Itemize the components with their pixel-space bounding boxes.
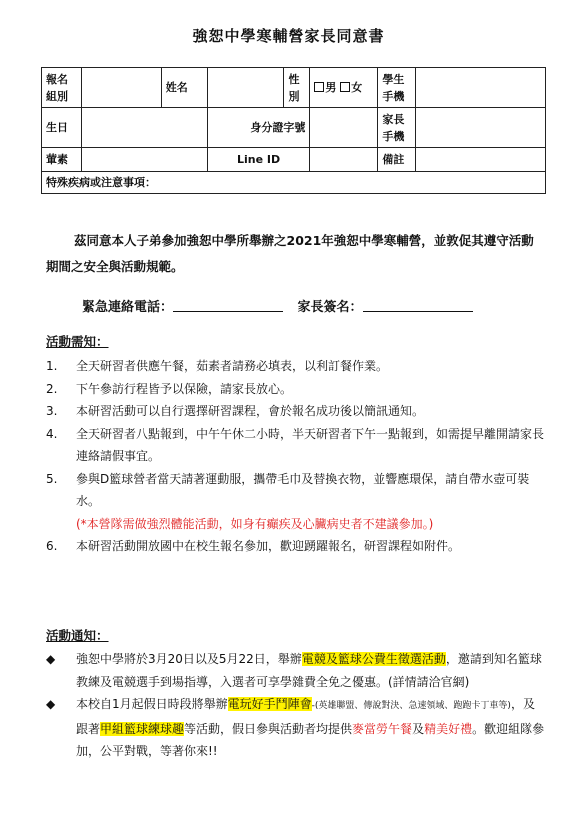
diet-label: 葷素 bbox=[42, 148, 82, 172]
notice-heading: 活動需知： bbox=[46, 334, 109, 349]
activity-list bbox=[46, 648, 546, 763]
signature-line bbox=[82, 296, 483, 315]
notice-item-2: 2. 下午參訪行程皆予以保險，請家長放心。 bbox=[46, 381, 293, 396]
parent-signature-blank[interactable] bbox=[363, 299, 473, 312]
student-phone-label: 學生手機 bbox=[378, 68, 416, 108]
remarks-field[interactable] bbox=[416, 148, 546, 172]
diet-field[interactable] bbox=[81, 148, 207, 172]
special-notes-field[interactable] bbox=[42, 172, 546, 194]
parent-signature-label: 家長簽名： bbox=[297, 300, 363, 315]
notice-item-6: 6. 本研習活動開放國中在校生報名參加，歡迎踴躍報名，研習課程如附件。 bbox=[46, 539, 461, 553]
game-list-note: -(英雄聯盟、傳說對決、急速領域、跑跑卡丁車等) bbox=[311, 701, 511, 711]
consent-statement: 茲同意本人子弟參加強恕中學所舉辦之2021年強恕中學寒輔營，並敦促其遵守活動期間之安全與活動規範。 bbox=[46, 233, 534, 274]
reg-group-label: 報名組別 bbox=[42, 68, 82, 108]
diamond-bullet-icon: ◆ bbox=[46, 652, 56, 666]
reg-group-field[interactable] bbox=[81, 68, 161, 108]
birthday-label: 生日 bbox=[42, 108, 82, 148]
female-checkbox[interactable] bbox=[340, 82, 350, 92]
gender-options bbox=[310, 68, 378, 108]
page-title: 強恕中學寒輔營家長同意書 bbox=[192, 27, 385, 45]
line-id-field[interactable] bbox=[310, 148, 378, 172]
highlight-gaming: 電玩好手鬥陣會 bbox=[227, 697, 312, 711]
red-lunch: 麥當勞午餐 bbox=[352, 721, 413, 736]
birthday-field[interactable] bbox=[81, 108, 207, 148]
parent-phone-label: 家長手機 bbox=[378, 108, 416, 148]
red-gifts: 精美好禮 bbox=[424, 721, 473, 736]
name-label: 姓名 bbox=[161, 68, 207, 108]
activity-item-2: ◆ 本校自1月起假日時段將舉辦電玩好手鬥陣會-(英雄聯盟、傳說對決、急速領域、跑跑卡丁車等)，及跟著甲組籃球練球趣等活動，假日參與活動者均提供麥當勞午餐及精美好禮。歡迎組隊參加，公平對戰，等著你來!! bbox=[46, 693, 546, 763]
remarks-label: 備註 bbox=[378, 148, 416, 172]
notice-item-4: 4. 全天研習者八點報到，中午午休二小時，半天研習者下午一點報到，如需提早離開請家長連絡請假事宜。 bbox=[46, 426, 545, 463]
female-label: 女 bbox=[351, 81, 363, 94]
male-checkbox[interactable] bbox=[314, 82, 324, 92]
highlight-basketball: 甲組籃球練球趣 bbox=[100, 721, 185, 736]
notice-item-3: 3. 本研習活動可以自行選擇研習課程，會於報名成功後以簡訊通知。 bbox=[46, 404, 425, 418]
activity-heading: 活動通知： bbox=[46, 628, 109, 643]
notice-item-5: 5. 參與D籃球營者當天請著運動服，攜帶毛巾及替換衣物，並響應環保，請自帶水壺可裝水。 bbox=[46, 471, 530, 508]
student-phone-field[interactable] bbox=[416, 68, 546, 108]
emergency-phone-label: 緊急連絡電話： bbox=[82, 300, 174, 315]
notice-warning: (*本營隊需做強烈體能活動，如身有癲疾及心臟病史者不建議參加。) bbox=[76, 516, 434, 531]
male-label: 男 bbox=[325, 81, 337, 94]
parent-phone-field[interactable] bbox=[416, 108, 546, 148]
name-field[interactable] bbox=[207, 68, 284, 108]
line-id-label: Line ID bbox=[207, 148, 310, 172]
notice-list bbox=[46, 355, 546, 558]
diamond-bullet-icon: ◆ bbox=[46, 697, 56, 711]
special-notes-label: 特殊疾病或注意事項： bbox=[46, 176, 156, 189]
activity-item-1: ◆ 強恕中學將於3月20日以及5月22日，舉辦電競及籃球公費生徵選活動，邀請到知名籃球教練及電競選手到場指導，入選者可享學雜費全免之優惠。(詳情請洽官網) bbox=[46, 648, 546, 693]
gender-label: 性別 bbox=[284, 68, 310, 108]
id-number-label: 身分證字號 bbox=[207, 108, 310, 148]
highlight-scholarship: 電競及籃球公費生徵選活動 bbox=[301, 652, 446, 666]
registration-table bbox=[41, 67, 546, 194]
id-number-field[interactable] bbox=[310, 108, 378, 148]
notice-item-1: 1. 全天研習者供應午餐，茹素者請務必填表，以利訂餐作業。 bbox=[46, 359, 389, 373]
emergency-phone-blank[interactable] bbox=[173, 299, 283, 312]
